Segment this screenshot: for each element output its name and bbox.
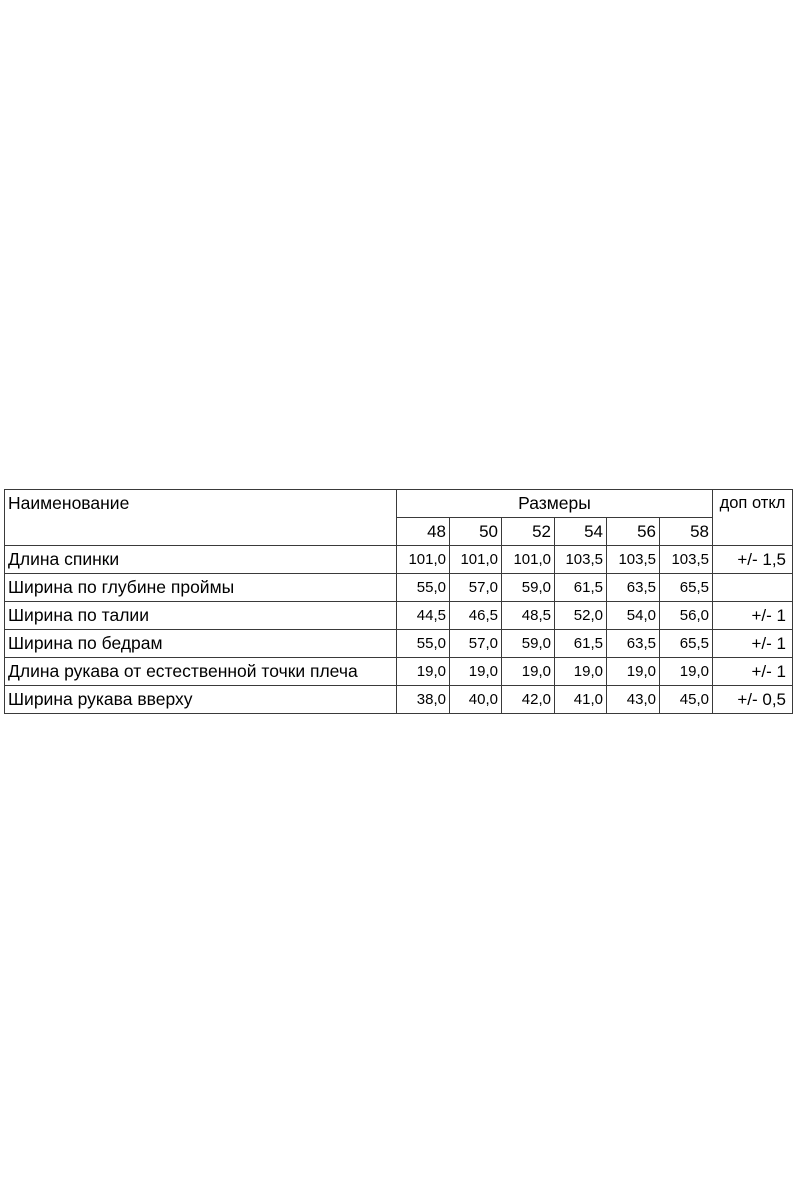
value-cell: 63,5 bbox=[607, 574, 660, 602]
tolerance-cell: +/- 1 bbox=[713, 630, 793, 658]
row-name-cell: Ширина по глубине проймы bbox=[5, 574, 397, 602]
value-cell: 103,5 bbox=[555, 546, 607, 574]
row-name-cell: Длина спинки bbox=[5, 546, 397, 574]
tolerance-column-header: доп откл bbox=[713, 490, 793, 546]
value-cell: 55,0 bbox=[397, 630, 450, 658]
size-header-cell: 48 bbox=[397, 518, 450, 546]
table-row bbox=[5, 658, 793, 686]
value-cell: 61,5 bbox=[555, 630, 607, 658]
value-cell: 103,5 bbox=[660, 546, 713, 574]
table-row bbox=[5, 630, 793, 658]
size-chart-table bbox=[4, 489, 793, 714]
value-cell: 52,0 bbox=[555, 602, 607, 630]
table-row bbox=[5, 546, 793, 574]
value-cell: 56,0 bbox=[660, 602, 713, 630]
tolerance-cell: +/- 0,5 bbox=[713, 686, 793, 714]
value-cell: 19,0 bbox=[607, 658, 660, 686]
tolerance-cell: +/- 1 bbox=[713, 602, 793, 630]
table-row bbox=[5, 686, 793, 714]
value-cell: 55,0 bbox=[397, 574, 450, 602]
size-header-cell: 58 bbox=[660, 518, 713, 546]
value-cell: 45,0 bbox=[660, 686, 713, 714]
value-cell: 19,0 bbox=[397, 658, 450, 686]
value-cell: 101,0 bbox=[502, 546, 555, 574]
value-cell: 46,5 bbox=[450, 602, 502, 630]
value-cell: 44,5 bbox=[397, 602, 450, 630]
value-cell: 63,5 bbox=[607, 630, 660, 658]
value-cell: 61,5 bbox=[555, 574, 607, 602]
name-column-header: Наименование bbox=[5, 490, 397, 546]
value-cell: 57,0 bbox=[450, 574, 502, 602]
size-header-cell: 54 bbox=[555, 518, 607, 546]
value-cell: 40,0 bbox=[450, 686, 502, 714]
value-cell: 65,5 bbox=[660, 574, 713, 602]
tolerance-cell: +/- 1 bbox=[713, 658, 793, 686]
value-cell: 65,5 bbox=[660, 630, 713, 658]
row-name-cell: Ширина по бедрам bbox=[5, 630, 397, 658]
value-cell: 59,0 bbox=[502, 630, 555, 658]
value-cell: 19,0 bbox=[660, 658, 713, 686]
value-cell: 101,0 bbox=[397, 546, 450, 574]
value-cell: 48,5 bbox=[502, 602, 555, 630]
value-cell: 19,0 bbox=[502, 658, 555, 686]
size-header-cell: 52 bbox=[502, 518, 555, 546]
value-cell: 103,5 bbox=[607, 546, 660, 574]
value-cell: 41,0 bbox=[555, 686, 607, 714]
value-cell: 19,0 bbox=[450, 658, 502, 686]
value-cell: 101,0 bbox=[450, 546, 502, 574]
row-name-cell: Длина рукава от естественной точки плеча bbox=[5, 658, 397, 686]
row-name-cell: Ширина рукава вверху bbox=[5, 686, 397, 714]
table-row bbox=[5, 574, 793, 602]
row-name-cell: Ширина по талии bbox=[5, 602, 397, 630]
size-header-cell: 50 bbox=[450, 518, 502, 546]
table-row bbox=[5, 602, 793, 630]
tolerance-cell bbox=[713, 574, 793, 602]
value-cell: 42,0 bbox=[502, 686, 555, 714]
value-cell: 43,0 bbox=[607, 686, 660, 714]
value-cell: 19,0 bbox=[555, 658, 607, 686]
value-cell: 59,0 bbox=[502, 574, 555, 602]
sizes-header: Размеры bbox=[397, 490, 713, 518]
size-header-cell: 56 bbox=[607, 518, 660, 546]
value-cell: 54,0 bbox=[607, 602, 660, 630]
value-cell: 57,0 bbox=[450, 630, 502, 658]
value-cell: 38,0 bbox=[397, 686, 450, 714]
tolerance-cell: +/- 1,5 bbox=[713, 546, 793, 574]
header-row-1 bbox=[5, 490, 793, 518]
